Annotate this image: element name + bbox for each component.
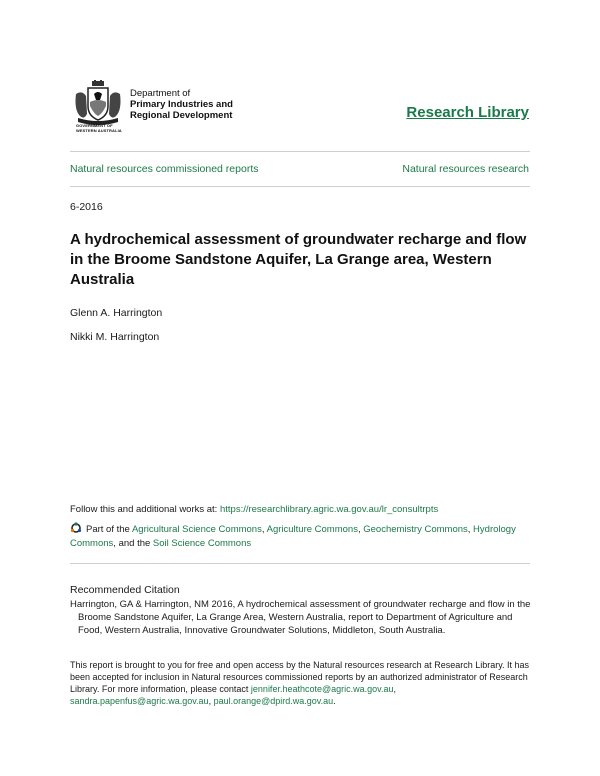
recommended-citation-heading: Recommended Citation bbox=[70, 584, 180, 596]
comma: , bbox=[208, 696, 214, 706]
citation-line-1: Harrington, GA & Harrington, NM 2016, A hydrochemical assessment of groundwater recharge and flow in the bbox=[70, 599, 531, 610]
dept-line-2: Primary Industries and bbox=[130, 99, 233, 110]
soil-science-commons-link[interactable]: Soil Science Commons bbox=[152, 538, 252, 549]
geochemistry-commons-link[interactable]: Geochemistry Commons bbox=[363, 524, 468, 535]
divider-nav bbox=[70, 186, 530, 187]
government-caption bbox=[76, 124, 122, 133]
access-notice bbox=[70, 659, 534, 707]
citation-text bbox=[70, 598, 540, 637]
contact-email-3-link[interactable]: paul.orange@dpird.wa.gov.au bbox=[213, 696, 334, 706]
contact-email-1-link[interactable]: jennifer.heathcote@agric.wa.gov.au bbox=[250, 684, 394, 694]
follow-works-line bbox=[70, 503, 438, 517]
author-1: Glenn A. Harrington bbox=[70, 307, 163, 319]
access-notice-text: This report is brought to you for free and open access by the Natural resources research at Research Library. It has been accepted for inclusion in Natural resources commissioned reports by an authorized administrator of Research Library. For more information, please contact bbox=[70, 660, 530, 694]
dept-line-3: Regional Development bbox=[130, 110, 233, 121]
contact-email-2-link[interactable]: sandra.papenfus@agric.wa.gov.au bbox=[70, 696, 209, 706]
nav-commissioned-reports-link[interactable]: Natural resources commissioned reports bbox=[70, 163, 259, 175]
department-name bbox=[130, 88, 233, 121]
agricultural-science-commons-link[interactable]: Agricultural Science Commons bbox=[131, 524, 262, 535]
publication-date: 6-2016 bbox=[70, 201, 103, 213]
dept-line-1: Department of bbox=[130, 88, 191, 99]
department-logo bbox=[72, 80, 252, 136]
comma: , bbox=[393, 684, 396, 694]
agriculture-commons-link[interactable]: Agriculture Commons bbox=[266, 524, 358, 535]
follow-prefix: Follow this and additional works at: bbox=[70, 504, 220, 515]
nav-natural-resources-research-link[interactable]: Natural resources research bbox=[402, 163, 529, 175]
divider-top bbox=[70, 151, 530, 152]
separator: , bbox=[467, 524, 474, 535]
gov-caption-line-2: WESTERN AUSTRALIA bbox=[76, 127, 122, 133]
divider-citation bbox=[70, 563, 530, 564]
separator: , bbox=[357, 524, 364, 535]
document-title: A hydrochemical assessment of groundwater recharge and flow in the Broome Sandstone Aquifer, La Grange area, Western Australia bbox=[70, 231, 527, 288]
collection-url-link[interactable]: https://researchlibrary.agric.wa.gov.au/lr_consultrpts bbox=[219, 504, 439, 515]
hydrology-commons-link[interactable]: Hydrology Commons bbox=[70, 524, 516, 549]
research-library-link[interactable]: Research Library bbox=[406, 104, 529, 121]
part-of-commons bbox=[70, 522, 536, 551]
author-2: Nikki M. Harrington bbox=[70, 331, 160, 343]
and-the-text: , and the bbox=[113, 538, 153, 549]
citation-line-3: Food, Western Australia, Innovative Groundwater Solutions, Middleton, South Australia. bbox=[78, 625, 446, 636]
commons-network-icon bbox=[70, 522, 82, 534]
part-of-prefix: Part of the bbox=[86, 524, 132, 535]
period: . bbox=[333, 696, 336, 706]
separator: , bbox=[261, 524, 267, 535]
citation-line-2: Broome Sandstone Aquifer, La Grange Area, Western Australia, report to Department of Agriculture and bbox=[78, 612, 513, 623]
gov-caption-line-1: GOVERNMENT OF bbox=[76, 123, 113, 128]
